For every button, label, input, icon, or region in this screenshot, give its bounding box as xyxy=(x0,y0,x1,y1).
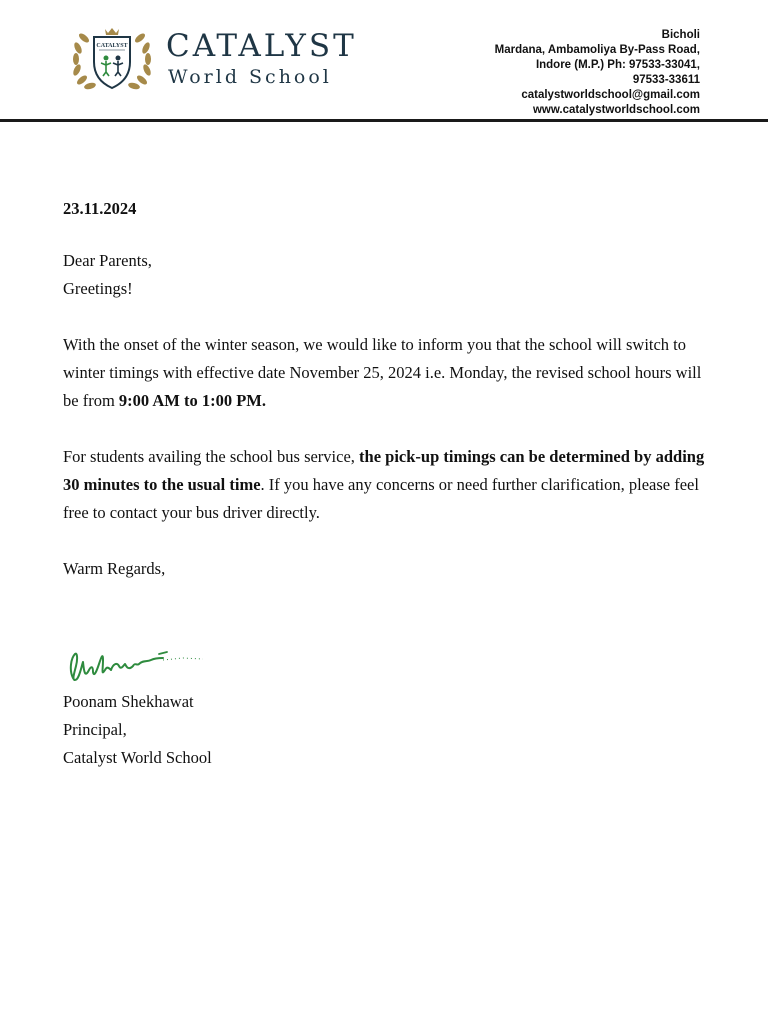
laurel-right-icon xyxy=(127,32,152,91)
paragraph-bus-service xyxy=(63,443,713,527)
address-line: Mardana, Ambamoliya By-Pass Road, xyxy=(494,44,700,56)
signer-organization: Catalyst World School xyxy=(63,748,212,767)
signer-title: Principal, xyxy=(63,720,127,739)
emblem-text: CATALYST xyxy=(96,43,128,49)
school-hours: 9:00 AM to 1:00 PM. xyxy=(118,391,266,410)
paragraph-text: . If you have any concerns or need further clarification, please feel free to contact your bus driver directly. xyxy=(63,475,699,522)
school-emblem-icon xyxy=(68,24,156,96)
address-line: Indore (M.P.) Ph: 97533-33041, xyxy=(535,59,700,71)
letter-body xyxy=(63,195,713,611)
signature-image-icon xyxy=(63,640,213,688)
letterhead xyxy=(0,0,768,122)
signature-block xyxy=(63,640,463,772)
paragraph-winter-timings xyxy=(63,331,713,415)
address-line: Bicholi xyxy=(661,29,700,41)
greeting: Greetings! xyxy=(63,279,133,298)
paragraph-text: With the onset of the winter season, we would like to inform you that the school will switch to winter timings with effective date November 25, 2024 i.e. Monday, the revised school hours will be from xyxy=(63,335,702,410)
website-url: www.catalystworldschool.com xyxy=(532,104,700,116)
salutation: Dear Parents, xyxy=(63,251,152,270)
contact-block xyxy=(400,28,700,118)
address-line: 97533-33611 xyxy=(632,74,700,86)
school-brand xyxy=(166,28,406,88)
closing: Warm Regards, xyxy=(63,559,166,578)
school-subtitle: World School xyxy=(168,66,332,88)
laurel-left-icon xyxy=(72,32,97,91)
pickup-timing-note: the pick-up timings can be determined by adding 30 minutes to the usual time xyxy=(63,447,705,494)
email-address: catalystworldschool@gmail.com xyxy=(521,89,700,101)
signer-name: Poonam Shekhawat xyxy=(63,692,194,711)
paragraph-text: For students availing the school bus service, xyxy=(63,447,360,466)
letter-date: 23.11.2024 xyxy=(63,199,137,218)
salutation-block xyxy=(63,247,713,303)
school-name: CATALYST xyxy=(166,28,357,64)
